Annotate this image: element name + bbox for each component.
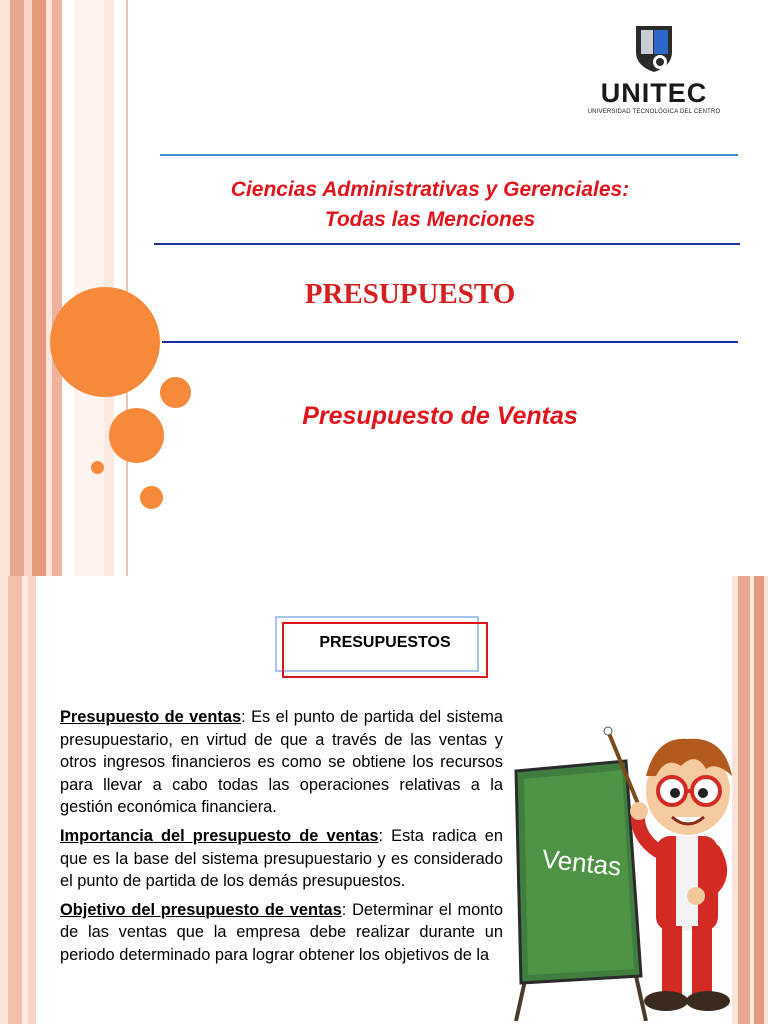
content-slide (0, 576, 768, 1024)
term-presupuesto-de-ventas: Presupuesto de ventas (60, 708, 242, 726)
divider-line (162, 341, 738, 343)
decorative-circle-large (50, 287, 160, 397)
unitec-logo (584, 22, 724, 118)
decorative-side-stripes-left (0, 576, 36, 1024)
body-text (60, 706, 503, 973)
decorative-circle (160, 377, 191, 408)
term-importancia: Importancia del presupuesto de ventas (60, 826, 379, 845)
decorative-circle (140, 486, 163, 509)
divider-line (154, 243, 740, 245)
section-label: PRESUPUESTOS (319, 634, 451, 651)
logo-wordmark: UNITEC (600, 78, 708, 108)
cartoon-teacher-icon (506, 721, 746, 1021)
slide-title: PRESUPUESTO (304, 278, 516, 310)
slide-subtitle: Presupuesto de Ventas (302, 402, 578, 430)
logo-subtitle: UNIVERSIDAD TECNOLÓGICA DEL CENTRO (587, 109, 721, 115)
paragraph-importancia: Importancia del presupuesto de ventas: Esta radica en que es la base del sistema presupuestario y es considerado el punto de partida de los demás presupuestos. (60, 826, 503, 891)
term-objetivo: Objetivo del presupuesto de ventas (60, 900, 342, 919)
heading-line-2: Todas las Menciones (324, 208, 536, 231)
board-label: Ventas (540, 843, 623, 882)
decorative-circle (109, 408, 164, 463)
shield-emblem-icon (584, 22, 724, 78)
heading-line-1: Ciencias Administrativas y Gerenciales: (230, 178, 630, 201)
decorative-circle (91, 461, 104, 474)
paragraph-definition: Presupuesto de ventas: Es el punto de partida del sistema presupuestario, en virtud de que a través de las ventas y otros ingresos financieros es como se obtiene los recursos para llevar a cabo todas las operaciones relativas a la gestión económica financiera. (60, 708, 503, 817)
paragraph-objetivo: Objetivo del presupuesto de ventas: Determinar el monto de las ventas que la empresa debe realizar durante un periodo determinado para lograr obtener los objetivos de la (60, 900, 504, 964)
teacher-cartoon-illustration (506, 721, 746, 1021)
divider-line (160, 154, 738, 156)
